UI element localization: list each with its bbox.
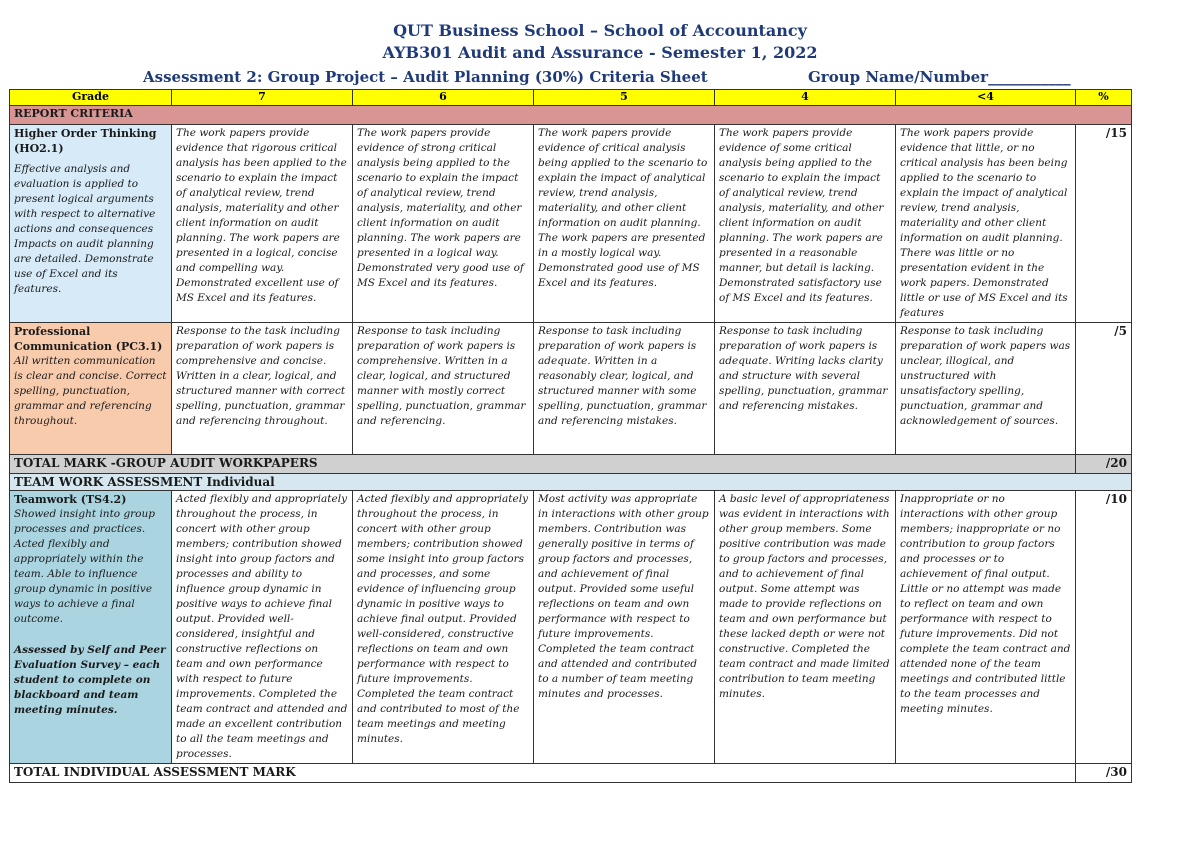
tw-criterion bbox=[10, 491, 172, 764]
total-individual-row bbox=[10, 764, 1132, 783]
hot-description: Effective analysis and evaluation is applied to present logical arguments with respect to alternative actions and consequences Impacts on audit planning are detailed. Demonstrate use of Excel and its features. bbox=[14, 163, 156, 295]
tw-assessed-by: Assessed by Self and Peer Evaluation Survey – each student to complete on blackboard and team meeting minutes. bbox=[14, 644, 166, 716]
tw-mark: /10 bbox=[1076, 491, 1132, 764]
total-individual-mark: /30 bbox=[1076, 764, 1132, 783]
pc-grade-7: Response to the task including preparation of work papers is comprehensive and concise. Written in a clear, logical, and structured manner with correct spelling, punctuation, grammar and referencing throughout. bbox=[172, 323, 353, 455]
pc-grade-4: Response to task including preparation of work papers is adequate. Writing lacks clarity and structure with several spelling, punctuation, grammar and referencing mistakes. bbox=[715, 323, 896, 455]
header-5: 5 bbox=[534, 90, 715, 106]
pc-grade-lt4: Response to task including preparation of work papers was unclear, illogical, and unstructured with unsatisfactory spelling, punctuation, grammar and acknowledgement of sources. bbox=[896, 323, 1076, 455]
tw-grade-6: Acted flexibly and appropriately throughout the process, in concert with other group members; contribution showed some insight into group factors and processes, and some evidence of influencing group dynamic in positive ways to achieve final output. Provided well-considered, constructive reflections on team and own performance with respect to future improvements. Completed the team contract and contributed to most of the team meetings and meeting minutes. bbox=[353, 491, 534, 764]
assessment-title-row bbox=[0, 66, 1200, 88]
pc-grade-6: Response to task including preparation of work papers is comprehensive. Written in a clear, logical, and structured manner with mostly correct spelling, punctuation, grammar and referencing. bbox=[353, 323, 534, 455]
tw-grade-4: A basic level of appropriateness was evident in interactions with other group members. Some positive contribution was made to group factors and processes, and to achievement of final output. Some attempt was made to provide reflections on team and own performance but these lacked depth or were not constructive. Completed the team contract and made limited contribution to team meeting minutes. bbox=[715, 491, 896, 764]
total-group-label: TOTAL MARK -GROUP AUDIT WORKPAPERS bbox=[10, 455, 1076, 474]
hot-grade-lt4: The work papers provide evidence that little, or no critical analysis has been being applied to the scenario to explain the impact of analytical review, trend analysis, materiality and other client information on audit planning. There was little or no presentation evident in the work papers. Demonstrated little or use of MS Excel and its features bbox=[896, 125, 1076, 323]
grade-header-row bbox=[10, 90, 1132, 106]
report-section-row bbox=[10, 106, 1132, 125]
tw-grade-7: Acted flexibly and appropriately throughout the process, in concert with other group members; contribution showed insight into group factors and processes and ability to influence group dynamic in positive ways to achieve final output. Provided well-considered, insightful and constructive reflections on team and own performance with respect to future improvements. Completed the team contract and attended and made an excellent contribution to all the team meetings and processes. bbox=[172, 491, 353, 764]
header-4: 4 bbox=[715, 90, 896, 106]
tw-row bbox=[10, 491, 1132, 764]
pc-name: Professional Communication (PC3.1) bbox=[14, 325, 163, 353]
hot-grade-5: The work papers provide evidence of critical analysis being applied to the scenario to explain the impact of analytical review, trend analysis, materiality, and other client information on audit planning. The work papers are presented in a mostly logical way. Demonstrated good use of MS Excel and its features. bbox=[534, 125, 715, 323]
document-header bbox=[0, 20, 1200, 88]
hot-grade-7: The work papers provide evidence that rigorous critical analysis has been applied to the scenario to explain the impact of analytical review, trend analysis, materiality and other client information on audit planning. The work papers are presented in a logical, concise and compelling way. Demonstrated excellent use of MS Excel and its features. bbox=[172, 125, 353, 323]
total-group-row bbox=[10, 455, 1132, 474]
report-criteria-heading: REPORT CRITERIA bbox=[10, 106, 1132, 125]
pc-mark: /5 bbox=[1076, 323, 1132, 455]
total-group-mark: /20 bbox=[1076, 455, 1132, 474]
pc-description: All written communication is clear and concise. Correct spelling, punctuation, grammar and referencing throughout. bbox=[14, 355, 167, 427]
tw-description: Showed insight into group processes and practices. Acted flexibly and appropriately within the team. Able to influence group dynamic in positive ways to achieve a final outcome. bbox=[14, 508, 155, 625]
tw-grade-5: Most activity was appropriate in interactions with other group members. Contribution was generally positive in terms of group factors and processes, and achievement of final output. Provided some useful reflections on team and own performance with respect to future improvements. Completed the team contract and attended and contributed to a number of team meeting minutes and processes. bbox=[534, 491, 715, 764]
pc-row bbox=[10, 323, 1132, 455]
tw-name: Teamwork (TS4.2) bbox=[14, 493, 127, 506]
team-section-row bbox=[10, 474, 1132, 491]
course-title: AYB301 Audit and Assurance - Semester 1, 2022 bbox=[382, 43, 818, 62]
hot-mark: /15 bbox=[1076, 125, 1132, 323]
hot-row bbox=[10, 125, 1132, 323]
group-name-field: Group Name/Number___________ bbox=[808, 68, 1071, 86]
school-title: QUT Business School – School of Accountancy bbox=[393, 21, 807, 40]
tw-grade-lt4: Inappropriate or no interactions with other group members; inappropriate or no contribution to group factors and processes or to achievement of final output. Little or no attempt was made to reflect on team and own performance with respect to future improvements. Did not complete the team contract and attended none of the team meetings and contributed little to the team processes and meeting minutes. bbox=[896, 491, 1076, 764]
criteria-table bbox=[9, 89, 1132, 783]
total-individual-label: TOTAL INDIVIDUAL ASSESSMENT MARK bbox=[10, 764, 1076, 783]
assessment-title: Assessment 2: Group Project – Audit Planning (30%) Criteria Sheet bbox=[143, 68, 708, 86]
header-percent: % bbox=[1076, 90, 1132, 106]
pc-criterion bbox=[10, 323, 172, 455]
header-6: 6 bbox=[353, 90, 534, 106]
hot-grade-6: The work papers provide evidence of strong critical analysis being applied to the scenario to explain the impact of analytical review, trend analysis, materiality, and other client information on audit planning. The work papers are presented in a logical way. Demonstrated very good use of MS Excel and its features. bbox=[353, 125, 534, 323]
hot-criterion bbox=[10, 125, 172, 323]
hot-name: Higher Order Thinking (HO2.1) bbox=[14, 127, 157, 155]
header-7: 7 bbox=[172, 90, 353, 106]
team-assessment-heading: TEAM WORK ASSESSMENT Individual bbox=[10, 474, 1132, 491]
header-lt4: <4 bbox=[896, 90, 1076, 106]
hot-grade-4: The work papers provide evidence of some critical analysis being applied to the scenario to explain the impact of analytical review, trend analysis, materiality, and other client information on audit planning. The work papers are presented in a reasonable manner, but detail is lacking. Demonstrated satisfactory use of MS Excel and its features. bbox=[715, 125, 896, 323]
header-grade: Grade bbox=[10, 90, 172, 106]
pc-grade-5: Response to task including preparation of work papers is adequate. Written in a reasonably clear, logical, and structured manner with some spelling, punctuation, grammar and referencing mistakes. bbox=[534, 323, 715, 455]
